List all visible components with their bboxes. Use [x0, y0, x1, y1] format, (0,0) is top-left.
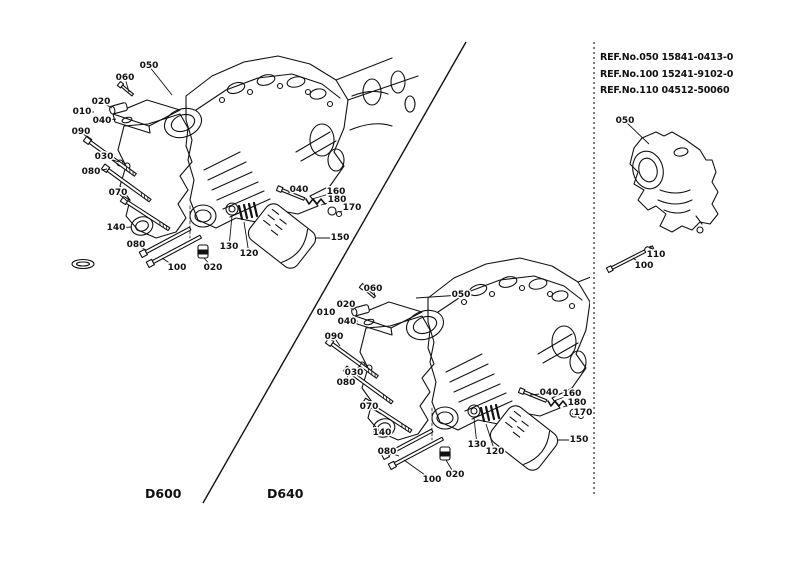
callout-110: 110	[646, 250, 666, 260]
callout-090: 090	[71, 127, 91, 137]
callout-140: 140	[106, 223, 126, 233]
callout-140: 140	[372, 428, 392, 438]
callout-050: 050	[451, 290, 471, 300]
reference-notes	[600, 50, 733, 100]
d600-artwork	[72, 56, 418, 272]
callout-020: 020	[336, 300, 356, 310]
callout-040: 040	[539, 388, 559, 398]
callout-100: 100	[422, 475, 442, 485]
callout-020: 020	[91, 97, 111, 107]
callout-030: 030	[94, 152, 114, 162]
callout-120: 120	[239, 249, 259, 259]
callout-040: 040	[92, 116, 112, 126]
ref-note: REF.No.100 15241-9102-0	[600, 68, 734, 80]
callout-010: 010	[72, 107, 92, 117]
callout-180: 180	[567, 398, 587, 408]
callout-020: 020	[203, 263, 223, 273]
callout-130: 130	[467, 440, 487, 450]
callout-160: 160	[326, 187, 346, 197]
callout-040: 040	[289, 185, 309, 195]
callout-170: 170	[573, 408, 593, 418]
callout-080: 080	[336, 378, 356, 388]
callout-050: 050	[139, 61, 159, 71]
callout-130: 130	[219, 242, 239, 252]
callout-090: 090	[324, 332, 344, 342]
callout-160: 160	[562, 389, 582, 399]
callout-170: 170	[342, 203, 362, 213]
callout-040: 040	[337, 317, 357, 327]
oring-gasket	[72, 260, 94, 269]
callout-180: 180	[327, 195, 347, 205]
ref-note: REF.No.050 15841-0413-0	[600, 52, 734, 63]
callout-080: 080	[81, 167, 101, 177]
callout-020: 020	[445, 470, 465, 480]
callout-120: 120	[485, 447, 505, 457]
callout-010: 010	[316, 308, 336, 318]
callout-030: 030	[344, 368, 364, 378]
model-label-d640: D640	[267, 486, 304, 501]
callout-080: 080	[126, 240, 146, 250]
callout-150: 150	[330, 233, 350, 243]
callout-070: 070	[108, 188, 128, 198]
callout-060: 060	[115, 73, 135, 83]
callout-100: 100	[167, 263, 187, 273]
ref-note: REF.No.110 04512-50060	[600, 85, 730, 96]
callout-100: 100	[634, 261, 654, 271]
callout-060: 060	[363, 284, 383, 294]
d600-engine-callouts	[72, 61, 362, 273]
model-label-d600: D600	[145, 486, 182, 501]
callout-080: 080	[377, 447, 397, 457]
callout-050: 050	[615, 116, 635, 126]
callout-150: 150	[569, 435, 589, 445]
callout-070: 070	[359, 402, 379, 412]
